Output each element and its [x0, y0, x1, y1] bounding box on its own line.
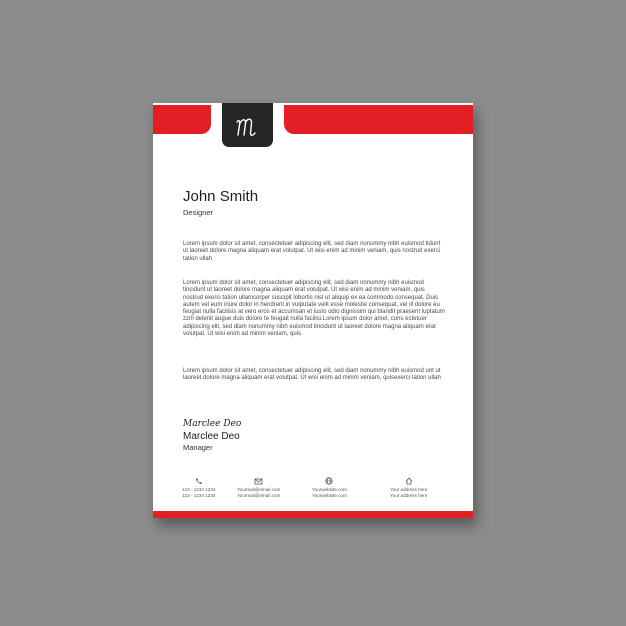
body-paragraph: Lorem ipsum dolor sit amet, consectetuer adipiscing elit, sed diam nonummy nibh euismod unt ut laoreet dolore magna aliquam erat volutpat. Ut wisi enim ad minim veniam, quisexerci tation ullah: [183, 368, 441, 382]
sender-title: Designer: [183, 208, 214, 217]
envelope-icon: [254, 477, 263, 485]
globe-icon: [325, 477, 333, 485]
signatory-title: Manager: [183, 443, 213, 452]
logo: [222, 103, 273, 147]
address-line-2: Your address here: [390, 492, 428, 498]
phone-icon: [195, 477, 203, 485]
body-paragraph: Lorem ipsum dolor sit amet, consectetuer adipiscing elit, sed diam nonummy nibh euismod tincidunt ut laoreet dolore magna aliquam erat volutpat. Ut wisi enim ad minim veniam, quis nostrud exerci tation ullamcorper suscipit lobortis nisl ut aliquip ex ea commodo consequat. Duis autem vel eum iriure dolor in hendrerit in vulputate velit esse molestie consequat, vel ill dolore eu feugiat nulla facilisis at vero eros et accumsan et iusto odio dignissim qui blandit praesent luptatum zzril delenit augue duis dolore te feugait nulla facilisi.Lorem ipsum dolor amet, cons ectetuer adipiscing elit, sed diam nonummy nibh euismod tincidunt ut laoreet dolore magna aliquam erat volutpat. Ut wisi enim ad minim veniam, quis: [183, 280, 445, 338]
email-line-1: Yourmail@email.com: [237, 487, 281, 492]
address-line-1: Your address here: [390, 487, 428, 492]
website-line-2: Yourwebsite.com: [312, 492, 347, 498]
header-bar-right: [284, 105, 473, 134]
home-icon: [405, 477, 413, 485]
website-line-1: Yourwebsite.com: [312, 487, 347, 492]
svg-text:Marclee Deo: Marclee Deo: [183, 419, 242, 429]
handwritten-signature: [181, 413, 251, 431]
header-bar-left: [153, 105, 211, 134]
sender-name: John Smith: [183, 188, 259, 205]
phone-line-2: 123 - 1234 1234: [182, 492, 216, 498]
footer-bar: [153, 511, 473, 518]
contact-website: [312, 477, 347, 498]
contact-email: [237, 477, 280, 498]
contact-address: [390, 477, 427, 498]
letterhead-sheet: [153, 103, 473, 518]
logo-monogram-icon: [222, 103, 273, 147]
contact-phone: [182, 477, 215, 498]
email-line-2: Yourmail@email.com: [237, 492, 281, 498]
body-paragraph: Lorem ipsum dolor sit amet, consectetuer adipiscing elit, sed diam nonummy nibh euismod tidunt ut laoreet dolore magna aliquam erat volutpat. Ut wisi enim ad minim veniam, quis nostrud exerci tation ullah: [183, 241, 441, 262]
signatory-name: Marclee Deo: [183, 431, 240, 442]
phone-line-1: 123 - 1234 1234: [182, 487, 216, 492]
